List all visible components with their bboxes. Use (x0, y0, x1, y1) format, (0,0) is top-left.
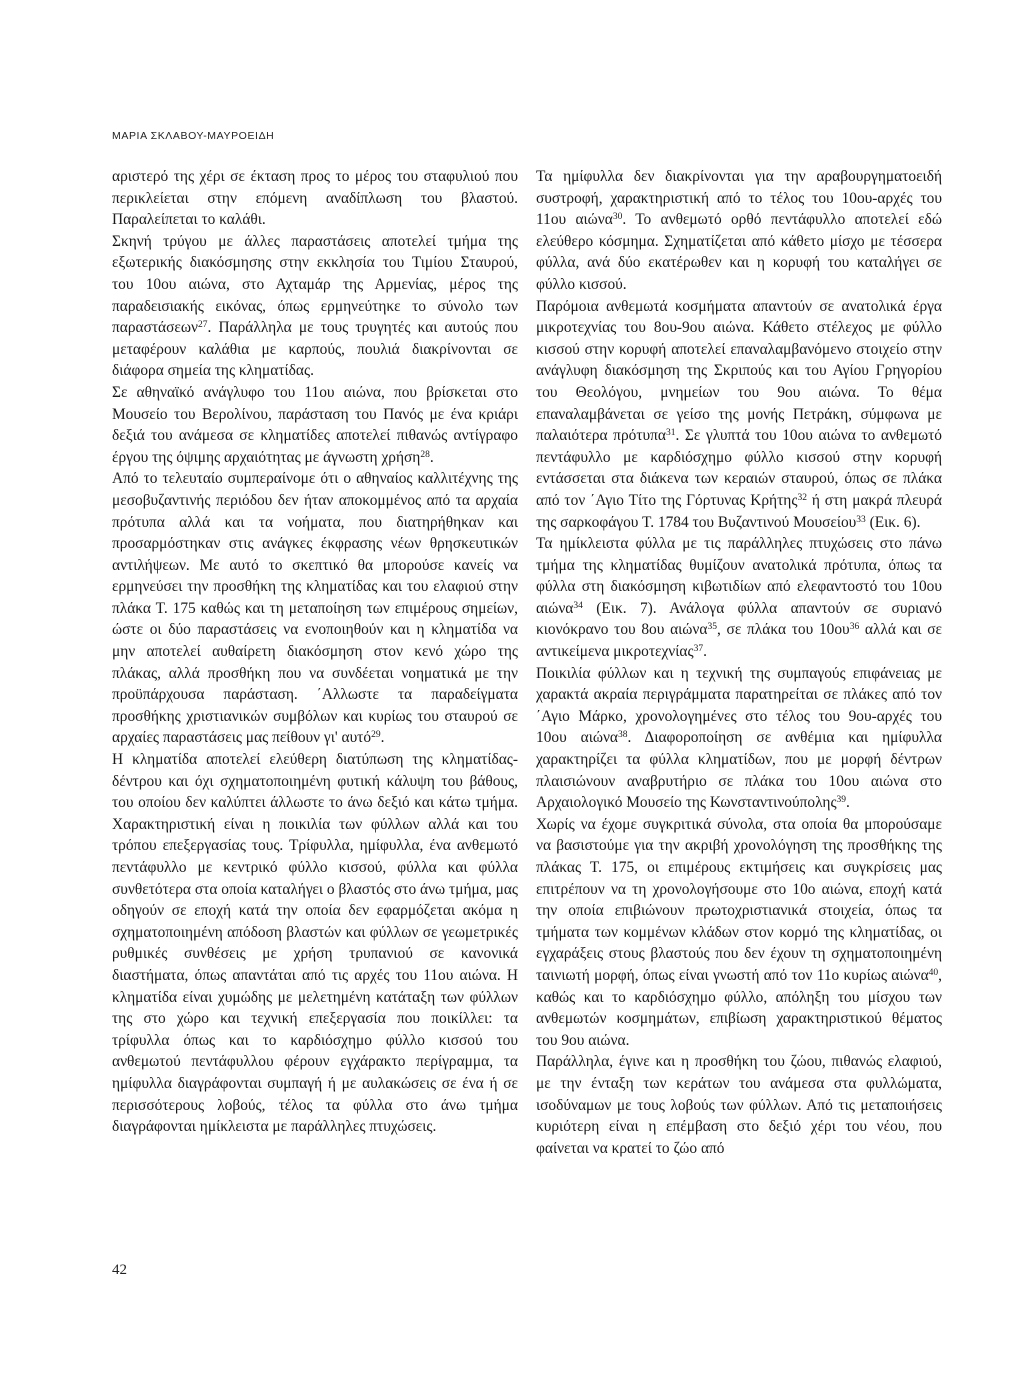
paragraph: Ποικιλία φύλλων και η τεχνική της συμπαγούς επιφάνειας με χαρακτά ακραία περιγράμματα παρατηρείται σε πλάκες από τον ΄Αγιο Μάρκο, χρονολογημένες στο τέλος του 9ου-αρχές του 10ου αιώνα$^{38}$. Διαφοροποίηση σε ανθέμια και ημίφυλλα χαρακτηρίζει τα φύλλα κληματίδων, που με μορφή δέντρων πλαισιώνουν αναβρυτήριο σε πλάκα του 10ου αιώνα στο Αρχαιολογικό Μουσείο της Κωνσταντινούπολης$^{39}$. (536, 664, 942, 812)
footnote-ref: 37 (693, 644, 704, 655)
paragraph: Σε αθηναϊκό ανάγλυφο του 11ου αιώνα, που βρίσκεται στο Μουσείο του Βερολίνου, παράσταση του Πανός με ένα κριάρι δεξιά του ανάμεσα σε κληματίδες αποτελεί πιθανώς αντίγραφο έργου της όψιμης αρχαιότητας με άγνωστη χρήση$^{28}$. (112, 383, 518, 466)
footnote-ref: 31 (665, 428, 676, 439)
footnote-ref: 27 (197, 320, 208, 331)
footnote-ref: 39 (836, 795, 847, 806)
paragraph: Τα ημίφυλλα δεν διακρίνονται για την αραβουργηματοειδή συστροφή, χαρακτηριστική από το τέλος του 10ου-αρχές του 11ου αιώνα$^{30}$. Το ανθεμωτό ορθό πεντάφυλλο αποτελεί εδώ ελεύθερο κόσμημα. Σχηματίζεται από κάθετο μίσχο με τέσσερα φύλλα, ανά δύο εκατέρωθεν και η κορυφή του καταλήγει σε φύλλο κισσού. (536, 168, 943, 293)
footnote-ref: 38 (618, 730, 628, 741)
paragraph: αριστερό της χέρι σε έκταση προς το μέρος του σταφυλιού που περικλείεται στην επόμενη αναδίπλωση του βλαστού. Παραλείπεται το καλάθι. (112, 168, 518, 229)
footnote-ref: 30 (612, 212, 623, 223)
running-head: ΜΑΡΙΑ ΣΚΛΑΒΟΥ-ΜΑΥΡΟΕΙΔΗ (112, 130, 275, 142)
footnote-ref: 36 (849, 622, 860, 633)
paragraph: Η κληματίδα αποτελεί ελεύθερη διατύπωση της κληματίδας-δέντρου και όχι σχηματοποιημένη φυτική κάλυψη του βάθους, του οποίου δεν καλύπτει άλλωστε το άνω δεξιό και κάτω τμήμα. Χαρακτηριστική είναι η ποικιλία των φύλλων αλλά και του τρόπου επεξεργασίας τους. Τρίφυλλα, ημίφυλλα, ένα ανθεμωτό πεντάφυλλο με κεντρικό φύλλο κισσού, φύλλα και φύλλα συνθετότερα στα οποία καταλήγει ο βλαστός στο άνω τμήμα, μας οδηγούν σε εποχή κατά την οποία δεν εφαρμόζεται ακόμα η σχηματοποιημένη απόδοση βλαστών και φύλλων σε γεωμετρικές ρυθμικές συνθέσεις με χρήση τρυπανιού σε κανονικά διαστήματα, όπως απαντάται από τις αρχές του 11ου αιώνα. Η κληματίδα είναι χυμώδης με μελετημένη κατάταξη των φύλλων της στο χώρο και τεχνική επεξεργασία που ποικίλλει: τα τρίφυλλα όπως και το καρδιόσχημο φύλλο κισσού του ανθεμωτού πεντάφυλλου φέρουν εγχάρακτο περίγραμμα, τα ημίφυλλα διαγράφονται συμπαγή ή με αυλακώσεις σε ένα ή σε περισσότερους λοβούς, τέλος τα φύλλα στο άνω τμήμα διαγράφονται ημίκλειστα με παράλληλες πτυχώσεις. (112, 751, 518, 1136)
footnote-ref: 40 (928, 967, 939, 978)
footnote-ref: 35 (707, 622, 717, 633)
paragraph: Παρόμοια ανθεμωτά κοσμήματα απαντούν σε ανατολικά έργα μικροτεχνίας του 8ου-9ου αιώνα. Κάθετο στέλεχος με φύλλο κισσού στην κορυφή αποτελεί επαναλαμβανόμενο στοιχείο στην ανάγλυφη διακόσμηση της Σκριπούς και του Αγίου Γρηγορίου του Θεολόγου, μνημείων του 9ου αιώνα. Το θέμα επαναλαμβάνεται σε γείσο της μονής Πετράκη, σύμφωνα με παλαιότερα πρότυπα$^{31}$. Σε γλυπτά του 10ου αιώνα το ανθεμωτό πεντάφυλλο με καρδιόσχημο φύλλο κισσού στην κορυφή εντάσσεται στα διάκενα των κεραιών σταυρού, όπως σε πλάκα από τον ΄Αγιο Τίτο της Γόρτυνας Κρήτης$^{32}$ ή στη μακρά πλευρά της σαρκοφάγου Τ. 1784 του Βυζαντινού Μουσείου$^{33}$ (Εικ. 6). (536, 297, 942, 531)
page-number: 42 (112, 1262, 127, 1278)
footnote-ref: 29 (371, 730, 381, 741)
left-column (112, 166, 518, 1138)
footnote-ref: 28 (420, 449, 430, 460)
paragraph: Σκηνή τρύγου με άλλες παραστάσεις αποτελεί τμήμα της εξωτερικής διακόσμησης στην εκκλησία του Τιμίου Σταυρού, του 10ου αιώνα, στο Αχταμάρ της Αρμενίας, μέρος της παραδεισιακής εικόνας, όπως ερμηνεύτηκε το σύνολο των παραστάσεων$^{27}$. Παράλληλα με τους τρυγητές και αυτούς που μεταφέρουν καλάθια με καρπούς, πουλιά διακρίνονται σε διάφορα σημεία της κληματίδας. (112, 232, 518, 380)
paragraph: Χωρίς να έχομε συγκριτικά σύνολα, στα οποία θα μπορούσαμε να βασιστούμε για την ακριβή χρονολόγηση της προσθήκης της πλάκας Τ. 175, οι επιμέρους εκτιμήσεις και συγκρίσεις μας επιτρέπουν να τη χρονολογήσουμε στο 10ο αιώνα, εποχή κατά την οποία επιβιώνουν πρωτοχριστιανικά στοιχεία, όπως τα τμήματα των κομμένων κλάδων στον κορμό της κληματίδας, οι εγχαράξεις στους βλαστούς που δεν έχουν τη σχηματοποιημένη ταινιωτή μορφή, όπως είναι γνωστή από τον 11ο κυρίως αιώνα$^{40}$, καθώς και το καρδιόσχημο φύλλο, απόληξη του μίσχου των ανθεμωτών κοσμημάτων, επιβίωση χαρακτηριστικού θέματος του 9ου αιώνα. (536, 815, 942, 1049)
paragraph: Από το τελευταίο συμπεραίνομε ότι ο αθηναίος καλλιτέχνης της μεσοβυζαντινής περιόδου δεν ήταν αποκομμένος από τα αρχαία πρότυπα αλλά και τα νοήματα, που διατηρήθηκαν και προσαρμόστηκαν στις ανάγκες έκφρασης νέων θρησκευτικών αντιλήψεων. Με αυτό το σκεπτικό θα μπορούσε κανείς να ερμηνεύσει την προσθήκη της κληματίδας και του ελαφιού στην πλάκα Τ. 175 καθώς και τη μεταποίηση των επιμέρους σημείων, ώστε οι δύο παραστάσεις να ενοποιηθούν και η κληματίδα να μην αποτελεί αυθαίρετη διακόσμηση στον κενό χώρο της πλάκας, αλλά προσθήκη που να συνδέεται νοηματικά με την προϋπάρχουσα παράσταση. ΄Αλλωστε τα παραδείγματα προσθήκης χριστιανικών συμβόλων και κυρίως του σταυρού σε αρχαίες παραστάσεις μας πείθουν γι' αυτό$^{29}$. (112, 470, 518, 747)
right-column (536, 166, 942, 1159)
paragraph: Παράλληλα, έγινε και η προσθήκη του ζώου, πιθανώς ελαφιού, με την ένταξη των κεράτων του ανάμεσα στα φυλλώματα, ισοδύναμων με τους λοβούς των φύλλων. Από τις μεταποιήσεις κυριότερη είναι η επέμβαση στο δεξιό χέρι του νέου, που φαίνεται να κρατεί το ζώο από (536, 1053, 942, 1157)
footnote-ref: 34 (573, 600, 583, 611)
paragraph: Τα ημίκλειστα φύλλα με τις παράλληλες πτυχώσεις στο πάνω τμήμα της κληματίδας θυμίζουν ανατολικά πρότυπα, όπως τα φύλλα στη διακόσμηση κιβωτιδίων από ελεφαντοστό του 10ου αιώνα$^{34}$ (Εικ. 7). Ανάλογα φύλλα απαντούν σε συριανό κιονόκρανο του 8ου αιώνα$^{35}$, σε πλάκα του $10o\upsilon^{36}$ αλλά και σε αντικείμενα μικροτεχνίας$^{37}$. (536, 535, 943, 661)
footnote-ref: 33 (856, 514, 866, 525)
footnote-ref: 32 (797, 492, 807, 503)
